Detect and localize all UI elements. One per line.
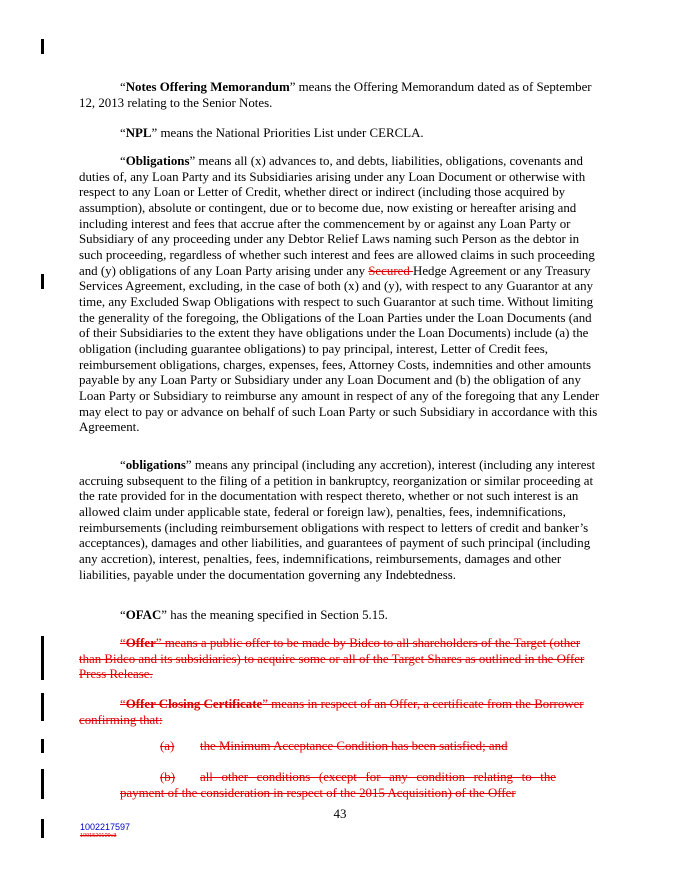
definition-obligations-lowercase: “obligations” means any principal (including any accretion), interest (including any interest accruing subsequent to the filing of a petition in bankruptcy, reorganization or similar proceeding at the rate provided for in the documentation with respect thereto, whether or not such interest is an allowed claim under applicable state, federal or foreign law), penalties, fees, indemnifications, reimbursements (including reimbursement obligations with respect to letters of credit and banker’s acceptances), damages and other liabilities, and guarantees of payment of such principal (including any accretion), interest, penalties, fees, indemnifications, reimbursements, damages and other liabilities, payable under the documentation governing any Indebtedness. [79, 458, 596, 582]
sub-clause-a-label: (a) [160, 739, 175, 753]
definition-notes-offering-memorandum: “Notes Offering Memorandum” means the Offering Memorandum dated as of September 12, 2013 relating to the Senior Notes. [79, 80, 592, 110]
document-id: 1002217597 [80, 822, 131, 832]
sub-clause-b-label: (b) [160, 770, 176, 784]
definition-offer-closing-certificate: “Offer Closing Certificate” means in respect of an Offer, a certificate from the Borrower confirming that: [79, 697, 584, 727]
change-bar [41, 693, 44, 721]
defined-term: Offer [125, 636, 156, 650]
defined-term: obligations [125, 458, 186, 472]
change-bar [41, 739, 44, 753]
document-id-previous: 1001520109v3 [80, 833, 117, 839]
page-number: 43 [333, 806, 347, 821]
sub-clause-b-text-continued: payment of the consideration in respect of the 2015 Acquisition) of the Offer [120, 786, 516, 800]
defined-term: NPL [125, 126, 152, 140]
defined-term: OFAC [125, 608, 162, 622]
defined-term: Obligations [125, 154, 190, 168]
defined-term: Notes Offering Memorandum [125, 80, 290, 94]
change-bar [41, 39, 44, 54]
deleted-text: Secured [368, 263, 414, 278]
change-bar [41, 769, 44, 799]
change-bar [41, 636, 44, 680]
definition-npl: “NPL” means the National Priorities List under CERCLA. [120, 126, 424, 140]
change-bar [41, 274, 44, 289]
definition-offer: “Offer” means a public offer to be made by Bidco to all shareholders of the Target (other than Bidco and its subsidiaries) to acquire some or all of the Target Shares as outlined in the Offer Press Release. [79, 636, 585, 682]
definition-ofac: “OFAC” has the meaning specified in Section 5.15. [120, 608, 388, 622]
sub-clause-b-text: all other conditions (except for any condition relating to the [200, 770, 556, 784]
defined-term: Offer Closing Certificate [125, 697, 263, 711]
definition-obligations: “Obligations” means all (x) advances to, and debts, liabilities, obligations, covenants and duties of, any Loan Party and its Subsidiaries arising under any Loan Document or otherwise with respect to any Loan or Letter of Credit, whether direct or indirect (including those acquired by assumption), absolute or contingent, due or to become due, now existing or hereafter arising and including interest and fees that accrue after the commencement by or against any Loan Party or Subsidiary of any proceeding under any Debtor Relief Laws naming such Person as the debtor in such proceeding, regardless of whether such interest and fees are allowed claims in such proceeding and (y) obligations of any Loan Party arising under any Secured Hedge Agreement or any Treasury Services Agreement, excluding, in the case of both (x) and (y), with respect to any Guarantor at any time, any Excluded Swap Obligations with respect to such Guarantor at such time. Without limiting the generality of the foregoing, the Obligations of the Loan Parties under the Loan Documents (and of their Subsidiaries to the extent they have obligations under the Loan Documents) include (a) the obligation (including guarantee obligations) to pay principal, interest, Letter of Credit fees, reimbursement obligations, charges, expenses, fees, Attorney Costs, indemnities and other amounts payable by any Loan Party or Subsidiary under any Loan Document and (b) the obligation of any Loan Party or Subsidiary to reimburse any amount in respect of any of the foregoing that any Lender may elect to pay or advance on behalf of such Loan Party or such Subsidiary in accordance with this Agreement. [79, 154, 600, 435]
sub-clause-a-text: the Minimum Acceptance Condition has been satisfied; and [200, 739, 508, 753]
